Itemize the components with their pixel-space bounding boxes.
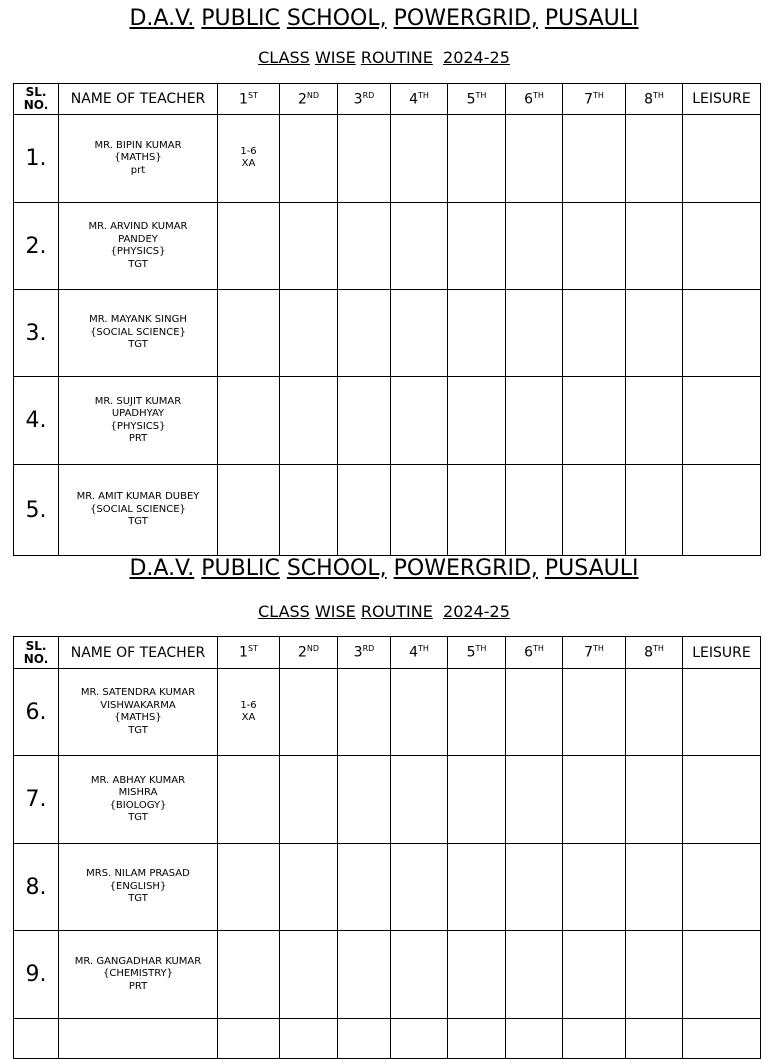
table-row xyxy=(14,756,761,844)
period-header: 5TH xyxy=(448,637,506,669)
period-cell[interactable] xyxy=(338,844,391,931)
serial-number xyxy=(14,1019,59,1059)
period-cell[interactable] xyxy=(391,756,448,844)
period-cell[interactable] xyxy=(448,290,506,377)
period-header: 6TH xyxy=(506,637,563,669)
leisure-cell[interactable] xyxy=(683,115,761,203)
period-cell[interactable] xyxy=(280,203,338,290)
period-cell[interactable] xyxy=(506,669,563,756)
period-header: 5TH xyxy=(448,84,506,115)
routine-subtitle: CLASS WISE ROUTINE 2024-25 xyxy=(258,602,510,621)
period-cell[interactable] xyxy=(626,377,683,465)
period-cell[interactable] xyxy=(626,931,683,1019)
table-row xyxy=(14,377,761,465)
period-cell[interactable] xyxy=(338,669,391,756)
teacher-name: MR. SATENDRA KUMAR VISHWAKARMA {MATHS} TGT xyxy=(59,669,218,756)
period-cell[interactable] xyxy=(448,756,506,844)
period-cell[interactable] xyxy=(506,377,563,465)
period-cell[interactable] xyxy=(448,115,506,203)
period-cell[interactable] xyxy=(280,465,338,556)
serial-number: 8. xyxy=(14,844,59,931)
leisure-cell[interactable] xyxy=(683,756,761,844)
period-header: 2ND xyxy=(280,84,338,115)
header-row xyxy=(14,637,761,669)
period-cell[interactable] xyxy=(448,1019,506,1059)
leisure-header: LEISURE xyxy=(683,84,761,115)
period-header: 1ST xyxy=(218,84,280,115)
sl-no-header: SL. NO. xyxy=(14,637,59,669)
leisure-cell[interactable] xyxy=(683,465,761,556)
period-cell[interactable] xyxy=(563,756,626,844)
table-row xyxy=(14,844,761,931)
sl-no-header: SL. NO. xyxy=(14,84,59,115)
period-cell[interactable] xyxy=(338,465,391,556)
header-row xyxy=(14,84,761,115)
period-cell[interactable] xyxy=(280,669,338,756)
period-cell[interactable] xyxy=(218,290,280,377)
period-header: 2ND xyxy=(280,637,338,669)
period-cell[interactable] xyxy=(448,844,506,931)
period-cell[interactable] xyxy=(338,203,391,290)
serial-number: 1. xyxy=(14,115,59,203)
period-cell[interactable] xyxy=(280,290,338,377)
table-row xyxy=(14,465,761,556)
period-cell[interactable] xyxy=(280,756,338,844)
period-cell[interactable] xyxy=(448,203,506,290)
teacher-name: MR. ABHAY KUMAR MISHRA {BIOLOGY} TGT xyxy=(59,756,218,844)
teacher-name-header: NAME OF TEACHER xyxy=(59,84,218,115)
leisure-cell[interactable] xyxy=(683,669,761,756)
period-header: 8TH xyxy=(626,84,683,115)
period-cell[interactable] xyxy=(448,669,506,756)
routine-subtitle: CLASS WISE ROUTINE 2024-25 xyxy=(258,48,510,67)
table-row xyxy=(14,290,761,377)
serial-number: 3. xyxy=(14,290,59,377)
period-cell[interactable] xyxy=(338,377,391,465)
period-cell[interactable] xyxy=(506,203,563,290)
period-cell[interactable] xyxy=(563,115,626,203)
period-cell[interactable] xyxy=(338,115,391,203)
period-cell[interactable] xyxy=(391,115,448,203)
period-cell[interactable] xyxy=(448,465,506,556)
leisure-cell[interactable] xyxy=(683,1019,761,1059)
period-cell[interactable] xyxy=(391,1019,448,1059)
period-header: 7TH xyxy=(563,84,626,115)
serial-number: 9. xyxy=(14,931,59,1019)
period-cell[interactable] xyxy=(448,931,506,1019)
period-cell[interactable] xyxy=(626,844,683,931)
period-cell[interactable] xyxy=(626,756,683,844)
period-cell[interactable] xyxy=(563,290,626,377)
serial-number: 2. xyxy=(14,203,59,290)
leisure-cell[interactable] xyxy=(683,203,761,290)
period-cell[interactable]: 1-6 XA xyxy=(218,115,280,203)
teacher-name: MR. MAYANK SINGH {SOCIAL SCIENCE} TGT xyxy=(59,290,218,377)
period-cell[interactable] xyxy=(218,377,280,465)
leisure-cell[interactable] xyxy=(683,931,761,1019)
serial-number: 6. xyxy=(14,669,59,756)
period-cell[interactable] xyxy=(626,290,683,377)
leisure-cell[interactable] xyxy=(683,290,761,377)
teacher-name: MR. BIPIN KUMAR {MATHS} prt xyxy=(59,115,218,203)
period-cell[interactable]: 1-6 XA xyxy=(218,669,280,756)
period-cell[interactable] xyxy=(506,290,563,377)
period-header: 7TH xyxy=(563,637,626,669)
period-cell[interactable] xyxy=(391,290,448,377)
period-cell[interactable] xyxy=(218,756,280,844)
period-cell[interactable] xyxy=(448,377,506,465)
period-header: 4TH xyxy=(391,637,448,669)
period-cell[interactable] xyxy=(563,203,626,290)
routine-table xyxy=(13,83,761,556)
period-cell[interactable] xyxy=(391,377,448,465)
period-cell[interactable] xyxy=(563,465,626,556)
period-cell[interactable] xyxy=(563,844,626,931)
table-row xyxy=(14,669,761,756)
table-row xyxy=(14,203,761,290)
period-header: 4TH xyxy=(391,84,448,115)
teacher-name: MR. ARVIND KUMAR PANDEY {PHYSICS} TGT xyxy=(59,203,218,290)
period-cell[interactable] xyxy=(218,844,280,931)
period-cell[interactable] xyxy=(280,931,338,1019)
period-cell[interactable] xyxy=(280,377,338,465)
period-cell[interactable] xyxy=(563,1019,626,1059)
serial-number: 5. xyxy=(14,465,59,556)
period-cell[interactable] xyxy=(563,669,626,756)
period-cell[interactable] xyxy=(338,756,391,844)
school-title: D.A.V. PUBLIC SCHOOL, POWERGRID, PUSAULI xyxy=(129,6,639,31)
period-cell[interactable] xyxy=(506,931,563,1019)
teacher-name-header: NAME OF TEACHER xyxy=(59,637,218,669)
table-row xyxy=(14,1019,761,1059)
period-cell[interactable] xyxy=(391,669,448,756)
period-cell[interactable] xyxy=(626,115,683,203)
period-header: 8TH xyxy=(626,637,683,669)
leisure-header: LEISURE xyxy=(683,637,761,669)
period-cell[interactable] xyxy=(506,844,563,931)
period-header: 6TH xyxy=(506,84,563,115)
period-cell[interactable] xyxy=(391,931,448,1019)
teacher-name: MR. SUJIT KUMAR UPADHYAY {PHYSICS} PRT xyxy=(59,377,218,465)
period-cell[interactable] xyxy=(218,931,280,1019)
period-cell[interactable] xyxy=(506,115,563,203)
teacher-name xyxy=(59,1019,218,1059)
period-cell[interactable] xyxy=(338,931,391,1019)
period-cell[interactable] xyxy=(218,203,280,290)
period-cell[interactable] xyxy=(280,115,338,203)
period-cell[interactable] xyxy=(338,1019,391,1059)
serial-number: 7. xyxy=(14,756,59,844)
period-cell[interactable] xyxy=(626,1019,683,1059)
period-cell[interactable] xyxy=(563,931,626,1019)
period-cell[interactable] xyxy=(563,377,626,465)
period-cell[interactable] xyxy=(218,1019,280,1059)
period-cell[interactable] xyxy=(338,290,391,377)
period-cell[interactable] xyxy=(280,1019,338,1059)
teacher-name: MRS. NILAM PRASAD {ENGLISH} TGT xyxy=(59,844,218,931)
leisure-cell[interactable] xyxy=(683,377,761,465)
period-cell[interactable] xyxy=(391,203,448,290)
period-cell[interactable] xyxy=(626,465,683,556)
teacher-name: MR. GANGADHAR KUMAR {CHEMISTRY} PRT xyxy=(59,931,218,1019)
teacher-name: MR. AMIT KUMAR DUBEY {SOCIAL SCIENCE} TGT xyxy=(59,465,218,556)
school-title: D.A.V. PUBLIC SCHOOL, POWERGRID, PUSAULI xyxy=(129,556,639,581)
table-row xyxy=(14,931,761,1019)
period-cell[interactable] xyxy=(391,465,448,556)
period-cell[interactable] xyxy=(391,844,448,931)
period-cell[interactable] xyxy=(626,669,683,756)
leisure-cell[interactable] xyxy=(683,844,761,931)
serial-number: 4. xyxy=(14,377,59,465)
period-cell[interactable] xyxy=(506,465,563,556)
period-header: 1ST xyxy=(218,637,280,669)
period-cell[interactable] xyxy=(280,844,338,931)
table-row xyxy=(14,115,761,203)
period-header: 3RD xyxy=(338,637,391,669)
routine-table xyxy=(13,636,761,1059)
period-cell[interactable] xyxy=(218,465,280,556)
period-cell[interactable] xyxy=(506,756,563,844)
period-header: 3RD xyxy=(338,84,391,115)
period-cell[interactable] xyxy=(626,203,683,290)
period-cell[interactable] xyxy=(506,1019,563,1059)
